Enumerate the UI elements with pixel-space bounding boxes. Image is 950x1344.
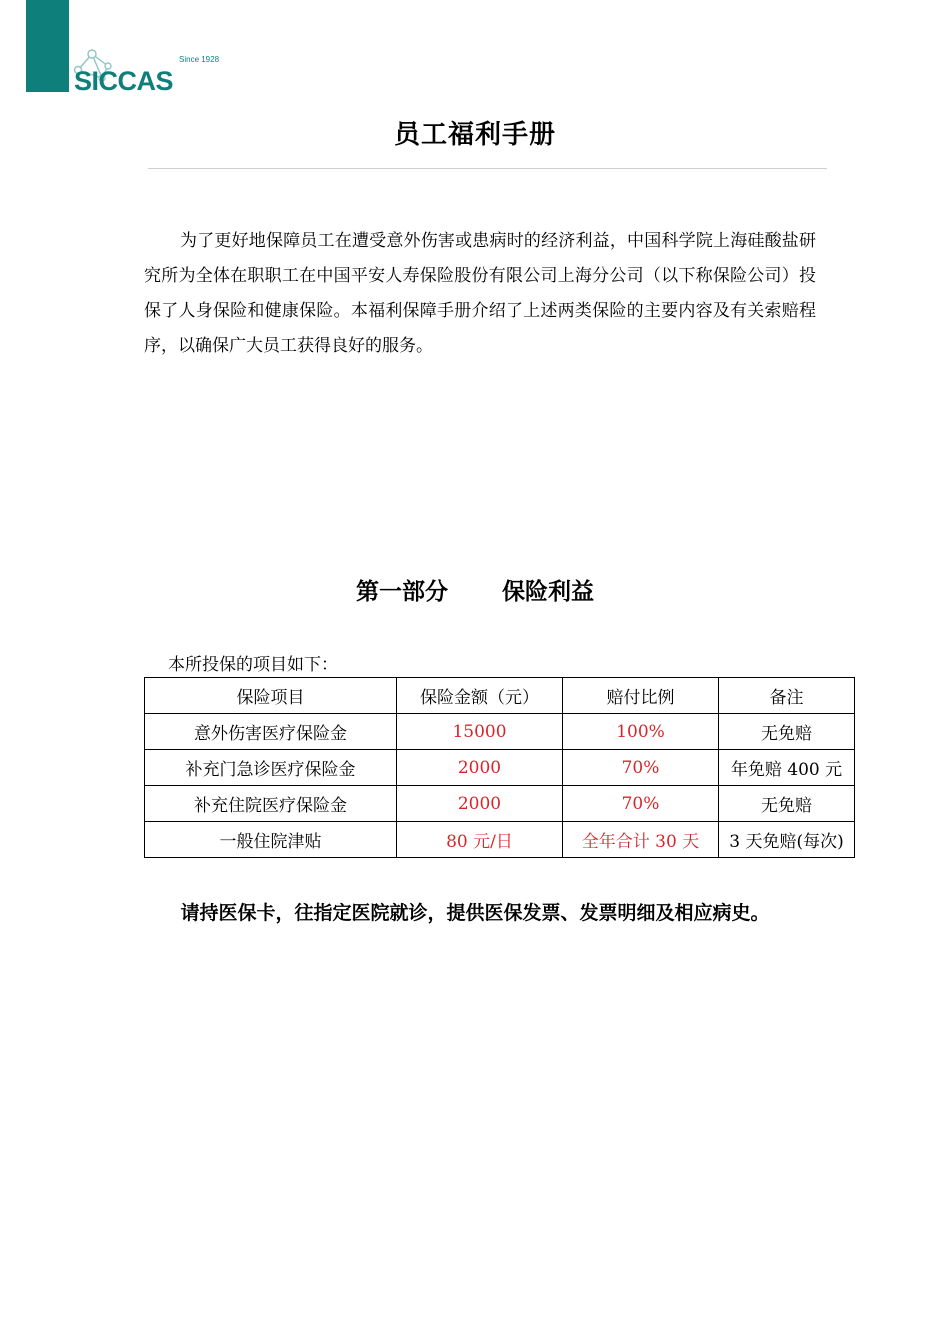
table-row [145, 786, 855, 822]
cell-amount: 2000 [397, 750, 563, 786]
cell-remark: 无免赔 [719, 714, 855, 750]
header-payout-ratio: 赔付比例 [563, 678, 719, 714]
cell-amount: 15000 [397, 714, 563, 750]
siccas-logo-graphic [72, 46, 232, 94]
siccas-logo [72, 46, 232, 94]
intro-paragraph: 为了更好地保障员工在遭受意外伤害或患病时的经济利益，中国科学院上海硅酸盐研究所为全体在职职工在中国平安人寿保险股份有限公司上海分公司（以下称保险公司）投保了人身保险和健康保险。本福利保障手册介绍了上述两类保险的主要内容及有关索赔程序，以确保广大员工获得良好的服务。 [144, 231, 816, 356]
cell-item: 补充住院医疗保险金 [145, 786, 397, 822]
cell-item: 意外伤害医疗保险金 [145, 714, 397, 750]
cell-amount: 80 元/日 [397, 822, 563, 858]
corner-accent-bar [26, 0, 69, 92]
cell-remark: 3 天免赔(每次) [719, 822, 855, 858]
table-row [145, 822, 855, 858]
cell-ratio: 100% [563, 714, 719, 750]
header-remarks: 备注 [719, 678, 855, 714]
cell-ratio: 70% [563, 750, 719, 786]
cell-ratio: 全年合计 30 天 [563, 822, 719, 858]
table-row [145, 714, 855, 750]
header-insurance-item: 保险项目 [145, 678, 397, 714]
siccas-wordmark: SICCAS [74, 66, 174, 94]
cell-remark: 年免赔 400 元 [719, 750, 855, 786]
insurance-benefits-table [144, 677, 855, 858]
section-title: 第一部分 保险利益 [355, 579, 594, 605]
cell-item: 补充门急诊医疗保险金 [145, 750, 397, 786]
cell-item: 一般住院津贴 [145, 822, 397, 858]
header-insured-amount: 保险金额（元） [397, 678, 563, 714]
table-caption: 本所投保的项目如下： [168, 655, 338, 675]
since-text: Since 1928 [179, 55, 220, 64]
table-row [145, 750, 855, 786]
cell-remark: 无免赔 [719, 786, 855, 822]
claim-notice: 请持医保卡，往指定医院就诊，提供医保发票、发票明细及相应病史。 [180, 902, 770, 924]
cell-amount: 2000 [397, 786, 563, 822]
document-title: 员工福利手册 [393, 120, 556, 150]
title-divider [148, 168, 827, 169]
table-header-row [145, 678, 855, 714]
cell-ratio: 70% [563, 786, 719, 822]
